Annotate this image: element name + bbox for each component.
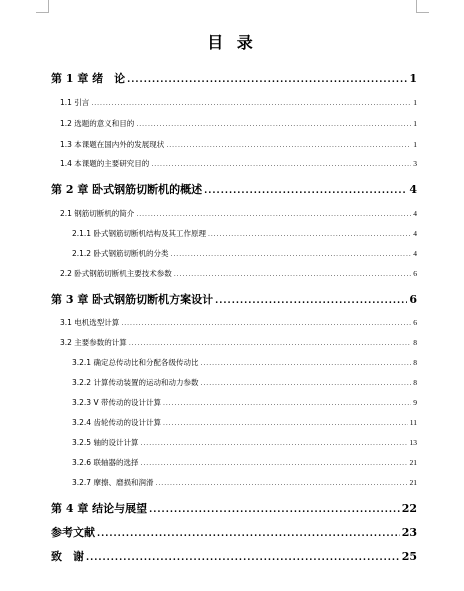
toc-section-entry[interactable] bbox=[60, 139, 417, 150]
toc-entry-label: 1.2 选题的意义和目的 bbox=[60, 119, 135, 128]
toc-page-number: 21 bbox=[409, 478, 417, 487]
toc-section-entry[interactable] bbox=[60, 268, 417, 279]
toc-entry-label: 3.2.3 V 带传动的设计计算 bbox=[72, 398, 161, 407]
toc-entry-label: 3.2.1 确定总传动比和分配各级传动比 bbox=[72, 358, 199, 367]
toc-leader-dots bbox=[121, 320, 411, 327]
toc-chapter-entry[interactable] bbox=[51, 181, 417, 197]
toc-leader-dots bbox=[140, 440, 407, 447]
toc-entry-label: 第 3 章 卧式钢筋切断机方案设计 bbox=[51, 293, 214, 306]
toc-leader-dots bbox=[204, 186, 407, 196]
toc-page-number: 1 bbox=[413, 140, 417, 149]
toc-leader-dots bbox=[91, 100, 411, 107]
toc-leader-dots bbox=[140, 460, 407, 467]
toc-entry-label: 2.2 卧式钢筋切断机主要技术参数 bbox=[60, 269, 172, 278]
toc-chapter-entry[interactable] bbox=[51, 70, 417, 86]
toc-page-number: 8 bbox=[413, 358, 417, 367]
toc-entry-label: 1.3 本课题在国内外的发展现状 bbox=[60, 140, 165, 149]
toc-page-number: 1 bbox=[413, 98, 417, 107]
toc-leader-dots bbox=[170, 251, 411, 258]
toc-leader-dots bbox=[97, 529, 400, 539]
toc-page-number: 8 bbox=[413, 338, 417, 347]
toc-entry-label: 第 4 章 结论与展望 bbox=[51, 502, 148, 515]
toc-chapter-entry[interactable] bbox=[51, 291, 417, 307]
toc-subsection-entry[interactable] bbox=[72, 477, 417, 488]
toc-page-number: 23 bbox=[401, 526, 417, 539]
toc-entry-label: 1.1 引言 bbox=[60, 98, 90, 107]
toc-leader-dots bbox=[163, 420, 408, 427]
toc-page-number: 1 bbox=[413, 119, 417, 128]
toc-page-number: 25 bbox=[401, 550, 417, 563]
toc-page-number: 6 bbox=[413, 269, 417, 278]
toc-section-entry[interactable] bbox=[60, 208, 417, 219]
toc-leader-dots bbox=[136, 211, 411, 218]
toc-page-number: 1 bbox=[409, 72, 417, 85]
toc-subsection-entry[interactable] bbox=[72, 248, 417, 259]
toc-entry-label: 2.1.1 卧式钢筋切断机结构及其工作原理 bbox=[72, 229, 206, 238]
toc-subsection-entry[interactable] bbox=[72, 397, 417, 408]
toc-entry-label: 第 1 章 绪 论 bbox=[51, 72, 126, 85]
toc-section-entry[interactable] bbox=[60, 97, 417, 108]
toc-entry-label: 3.2.4 齿轮传动的设计计算 bbox=[72, 418, 161, 427]
toc-chapter-entry[interactable] bbox=[51, 524, 417, 540]
toc-subsection-entry[interactable] bbox=[72, 437, 417, 448]
toc-entry-label: 参考文献 bbox=[51, 526, 95, 539]
toc-section-entry[interactable] bbox=[60, 158, 417, 169]
toc-page-number: 6 bbox=[409, 293, 417, 306]
toc-leader-dots bbox=[86, 553, 400, 563]
toc-leader-dots bbox=[215, 296, 407, 306]
toc-entry-label: 1.4 本课题的主要研究目的 bbox=[60, 159, 150, 168]
toc-entry-label: 3.1 电机选型计算 bbox=[60, 318, 120, 327]
toc-subsection-entry[interactable] bbox=[72, 228, 417, 239]
toc-leader-dots bbox=[155, 480, 407, 487]
toc-leader-dots bbox=[129, 340, 411, 347]
toc-page-number: 13 bbox=[409, 438, 417, 447]
toc-subsection-entry[interactable] bbox=[72, 377, 417, 388]
toc-leader-dots bbox=[166, 142, 411, 149]
toc-entry-label: 3.2 主要参数的计算 bbox=[60, 338, 127, 347]
toc-page-number: 4 bbox=[413, 209, 417, 218]
toc-page-number: 4 bbox=[409, 183, 417, 196]
toc-subsection-entry[interactable] bbox=[72, 457, 417, 468]
toc-page-number: 11 bbox=[409, 418, 417, 427]
toc-subsection-entry[interactable] bbox=[72, 417, 417, 428]
toc-leader-dots bbox=[149, 505, 400, 515]
page-corner-mark-left bbox=[36, 0, 49, 13]
toc-page-number: 9 bbox=[413, 398, 417, 407]
toc-entry-label: 3.2.5 轴的设计计算 bbox=[72, 438, 139, 447]
toc-section-entry[interactable] bbox=[60, 317, 417, 328]
toc-page-number: 4 bbox=[413, 229, 417, 238]
toc-page-number: 3 bbox=[413, 159, 417, 168]
toc-entry-label: 2.1.2 卧式钢筋切断机的分类 bbox=[72, 249, 169, 258]
toc-entry-label: 2.1 钢筋切断机的简介 bbox=[60, 209, 135, 218]
toc-page-number: 4 bbox=[413, 249, 417, 258]
toc-subsection-entry[interactable] bbox=[72, 357, 417, 368]
toc-page-number: 6 bbox=[413, 318, 417, 327]
toc-leader-dots bbox=[174, 271, 411, 278]
toc-leader-dots bbox=[163, 400, 411, 407]
toc-leader-dots bbox=[136, 121, 411, 128]
toc-section-entry[interactable] bbox=[60, 337, 417, 348]
toc-title: 目 录 bbox=[207, 33, 257, 52]
page-corner-mark-right bbox=[416, 0, 429, 13]
toc-page-number: 22 bbox=[401, 502, 417, 515]
toc-entry-label: 3.2.7 摩擦、磨损和润滑 bbox=[72, 478, 154, 487]
toc-leader-dots bbox=[208, 231, 411, 238]
toc-page-number: 8 bbox=[413, 378, 417, 387]
toc-entry-label: 第 2 章 卧式钢筋切断机的概述 bbox=[51, 183, 203, 196]
toc-page-number: 21 bbox=[409, 458, 417, 467]
toc-section-entry[interactable] bbox=[60, 118, 417, 129]
toc-chapter-entry[interactable] bbox=[51, 548, 417, 564]
toc-entry-label: 3.2.2 计算传动装置的运动和动力参数 bbox=[72, 378, 199, 387]
toc-entry-label: 致 谢 bbox=[51, 550, 84, 563]
toc-chapter-entry[interactable] bbox=[51, 500, 417, 516]
toc-leader-dots bbox=[151, 161, 411, 168]
toc-entry-label: 3.2.6 联轴器的选择 bbox=[72, 458, 139, 467]
toc-leader-dots bbox=[200, 380, 411, 387]
toc-leader-dots bbox=[127, 75, 407, 85]
toc-leader-dots bbox=[200, 360, 411, 367]
